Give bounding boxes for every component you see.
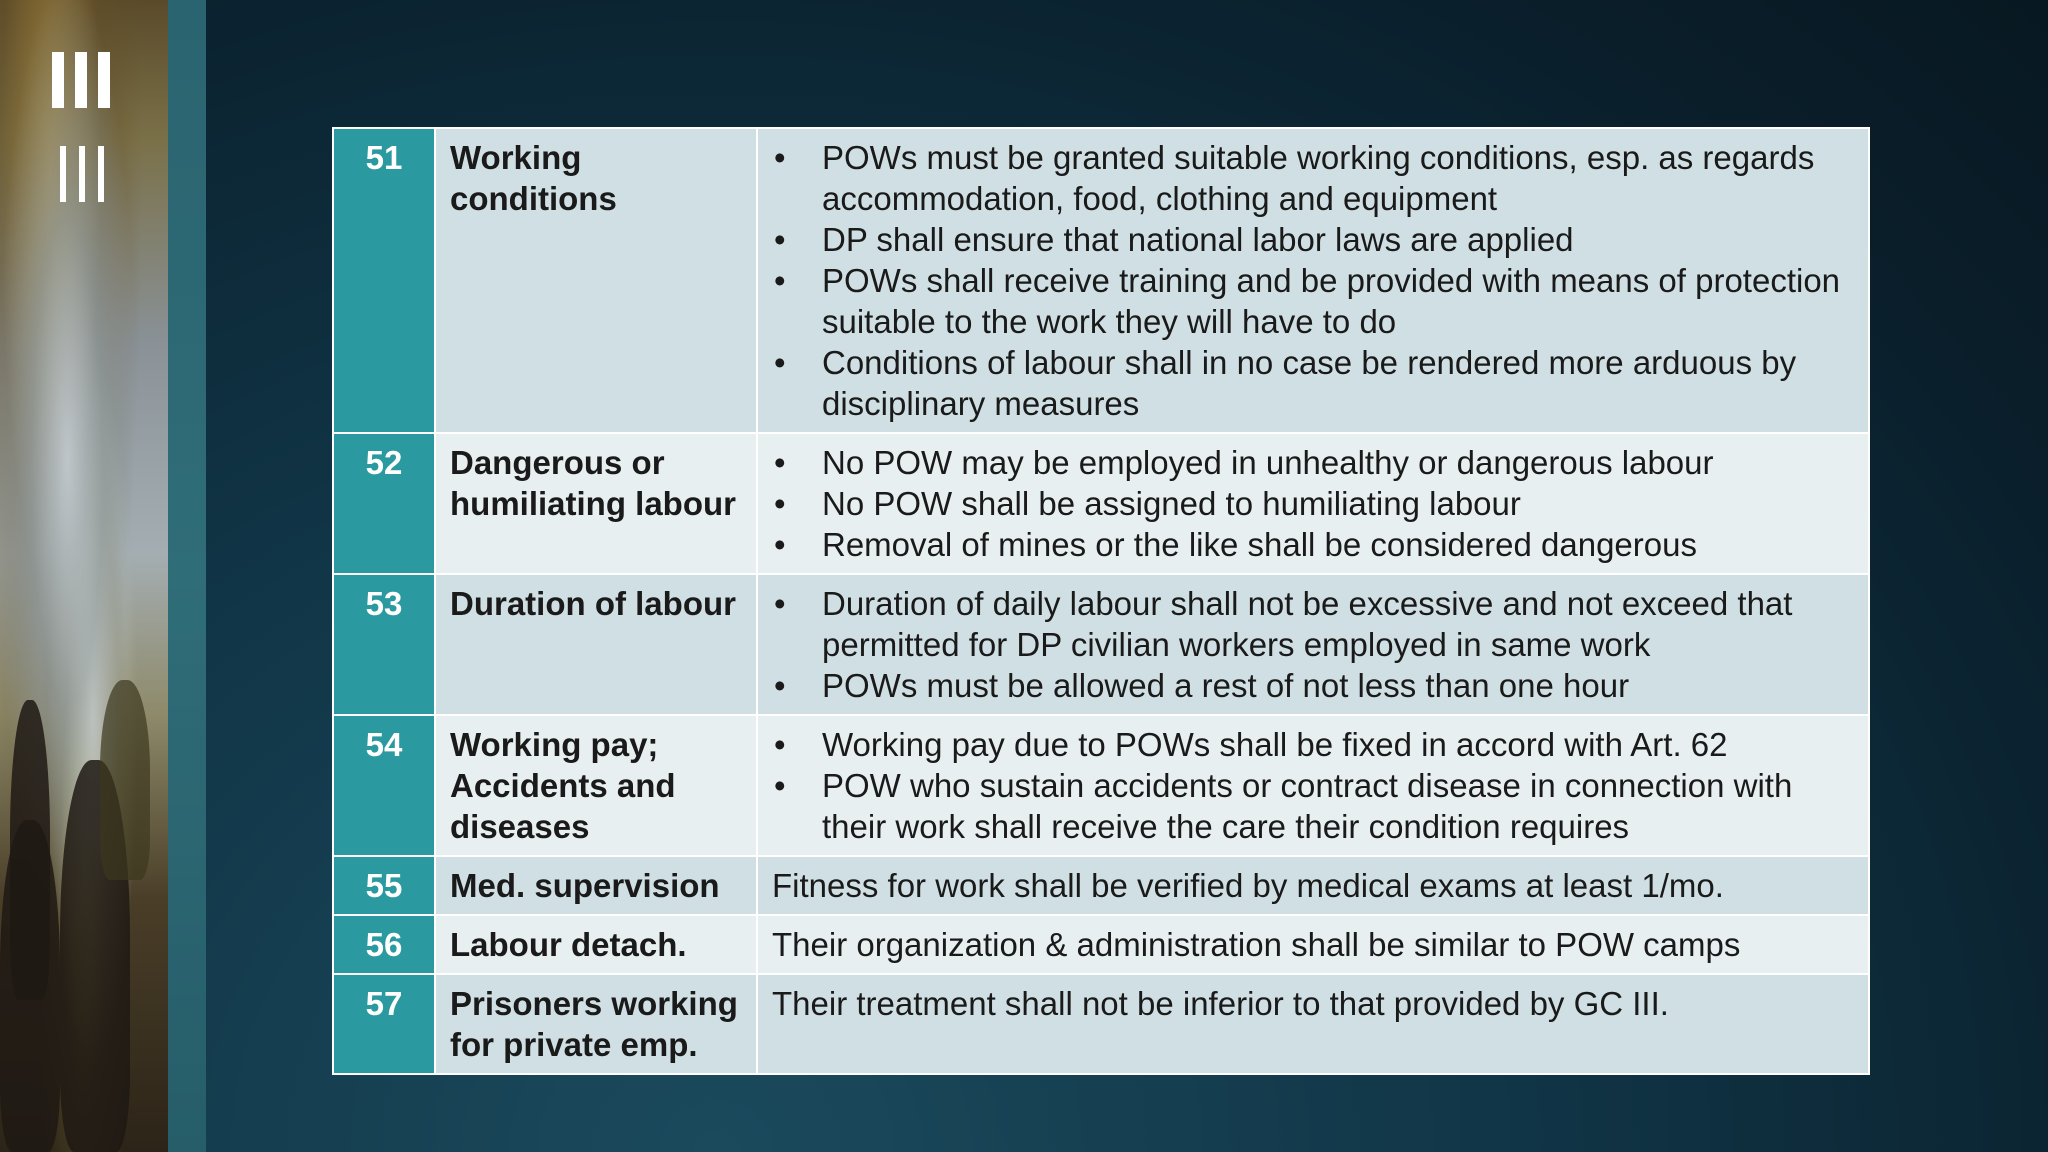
bullet-list (772, 137, 1854, 424)
list-item: • No POW shall be assigned to humiliating labour (772, 483, 1854, 524)
table-row (333, 715, 1869, 856)
article-title: Med. supervision (435, 856, 757, 915)
table-row (333, 128, 1869, 433)
list-item: • Removal of mines or the like shall be considered dangerous (772, 524, 1854, 565)
list-item: • POWs shall receive training and be provided with means of protection suitable to the work they will have to do (772, 260, 1854, 342)
list-item: • No POW may be employed in unhealthy or dangerous labour (772, 442, 1854, 483)
article-title: Labour detach. (435, 915, 757, 974)
roman-numeral-three-thin (60, 146, 104, 208)
article-number: 52 (333, 433, 435, 574)
list-item: • DP shall ensure that national labor laws are applied (772, 219, 1854, 260)
articles-table-body (333, 128, 1869, 1074)
article-number: 57 (333, 974, 435, 1074)
list-item: • Duration of daily labour shall not be excessive and not exceed that permitted for DP civilian workers employed in same work (772, 583, 1854, 665)
article-title: Prisoners working for private emp. (435, 974, 757, 1074)
article-content (757, 433, 1869, 574)
article-content (757, 715, 1869, 856)
table-row (333, 974, 1869, 1074)
article-content (757, 574, 1869, 715)
articles-table (332, 127, 1870, 1075)
article-title: Dangerous or humiliating labour (435, 433, 757, 574)
bullet-list (772, 583, 1854, 706)
article-title: Working pay; Accidents and diseases (435, 715, 757, 856)
table-row (333, 433, 1869, 574)
article-title: Duration of labour (435, 574, 757, 715)
list-item: • Conditions of labour shall in no case be rendered more arduous by disciplinary measures (772, 342, 1854, 424)
article-content: Their treatment shall not be inferior to that provided by GC III. (757, 974, 1869, 1074)
article-content: Their organization & administration shall be similar to POW camps (757, 915, 1869, 974)
article-content (757, 128, 1869, 433)
list-item: • POWs must be allowed a rest of not less than one hour (772, 665, 1854, 706)
bullet-list (772, 442, 1854, 565)
table-row (333, 915, 1869, 974)
article-number: 54 (333, 715, 435, 856)
table-row (333, 856, 1869, 915)
roman-numeral-three-bold (52, 52, 110, 114)
article-number: 56 (333, 915, 435, 974)
list-item: • POWs must be granted suitable working conditions, esp. as regards accommodation, food, clothing and equipment (772, 137, 1854, 219)
article-number: 53 (333, 574, 435, 715)
list-item: • POW who sustain accidents or contract disease in connection with their work shall receive the care their condition requires (772, 765, 1854, 847)
article-title: Working conditions (435, 128, 757, 433)
article-number: 55 (333, 856, 435, 915)
table-row (333, 574, 1869, 715)
list-item: • Working pay due to POWs shall be fixed in accord with Art. 62 (772, 724, 1854, 765)
article-number: 51 (333, 128, 435, 433)
accent-band (168, 0, 206, 1152)
article-content: Fitness for work shall be verified by medical exams at least 1/mo. (757, 856, 1869, 915)
bullet-list (772, 724, 1854, 847)
